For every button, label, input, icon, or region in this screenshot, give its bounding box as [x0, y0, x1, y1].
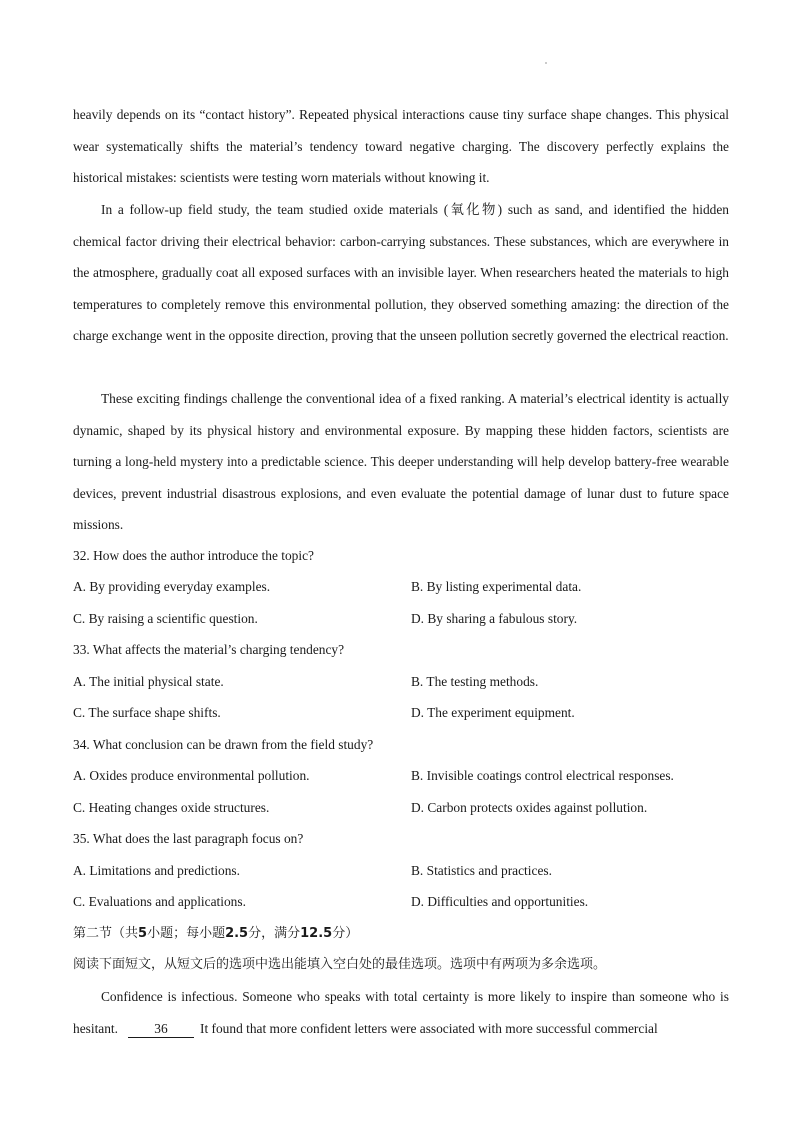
question-32-option-c[interactable]: C. By raising a scientific question. — [73, 611, 258, 626]
section-2-instruction: 阅读下面短文，从短文后的选项中选出能填入空白处的最佳选项。选项中有两项为多余选项。 — [73, 957, 607, 972]
question-33-stem: 33. What affects the material’s charging tendency? — [73, 642, 345, 657]
question-33-option-b[interactable]: B. The testing methods. — [411, 674, 539, 689]
section-2-heading: 第二节（共5小题；每小题2.5分，满分12.5分） — [73, 926, 359, 941]
question-32-option-d[interactable]: D. By sharing a fabulous story. — [411, 611, 578, 626]
question-32-stem: 32. How does the author introduce the topic? — [73, 548, 314, 563]
passage-paragraph-2: In a follow-up field study, the team studied oxide materials (氧化物) such as sand, and identified the hidden chemical factor driving their electrical behavior: carbon-carrying substances. These substances, which are everywhere in the atmosphere, gradually coat all exposed surfaces with an invisible layer. When researchers heated the materials to high temperatures to completely remove this environmental pollution, they observed something amazing: the direction of the charge exchange went in the opposite direction, proving that the unseen pollution secretly governed the electrical reaction. — [73, 202, 729, 343]
passage-paragraph-3: These exciting findings challenge the conventional idea of a fixed ranking. A material’s electrical identity is actually dynamic, shaped by its physical history and environmental exposure. By mapping these hidden factors, scientists are turning a long-held mystery into a predictable science. This deeper understanding will help develop battery-free wearable devices, prevent industrial disastrous explosions, and even evaluate the potential damage of lunar dust to future space missions. — [73, 391, 729, 532]
question-32-option-b[interactable]: B. By listing experimental data. — [411, 579, 582, 594]
question-35-stem: 35. What does the last paragraph focus on? — [73, 831, 304, 846]
question-32-option-a[interactable]: A. By providing everyday examples. — [73, 579, 271, 594]
question-33-option-a[interactable]: A. The initial physical state. — [73, 674, 224, 689]
question-33-option-c[interactable]: C. The surface shape shifts. — [73, 705, 221, 720]
passage-paragraph-1: heavily depends on its “contact history”. Repeated physical interactions cause tiny surface shape changes. This physical wear systematically shifts the material’s tendency toward negative charging. The discovery perfectly explains the historical mistakes: scientists were testing worn materials without knowing it. — [73, 107, 729, 185]
question-34-option-b[interactable]: B. Invisible coatings control electrical responses. — [411, 768, 674, 783]
question-35-option-a[interactable]: A. Limitations and predictions. — [73, 863, 240, 878]
question-35-option-c[interactable]: C. Evaluations and applications. — [73, 894, 246, 909]
total-points: 12.5 — [300, 926, 333, 941]
points-per-question: 2.5 — [225, 926, 249, 941]
question-34-option-d[interactable]: D. Carbon protects oxides against pollution. — [411, 800, 648, 815]
question-35-option-d[interactable]: D. Difficulties and opportunities. — [411, 894, 589, 909]
blank-36[interactable]: 36 — [128, 1021, 194, 1038]
question-33-option-d[interactable]: D. The experiment equipment. — [411, 705, 575, 720]
question-35-option-b[interactable]: B. Statistics and practices. — [411, 863, 552, 878]
question-34-option-a[interactable]: A. Oxides produce environmental pollution. — [73, 768, 310, 783]
question-count: 5 — [138, 926, 148, 941]
page-speck — [545, 62, 547, 64]
question-34-stem: 34. What conclusion can be drawn from the field study? — [73, 737, 374, 752]
question-34-option-c[interactable]: C. Heating changes oxide structures. — [73, 800, 270, 815]
passage-2-paragraph: Confidence is infectious. Someone who speaks with total certainty is more likely to inspire than someone who is hesitant. 36 It found that more confident letters were associated with more successful commercial — [73, 989, 729, 1036]
